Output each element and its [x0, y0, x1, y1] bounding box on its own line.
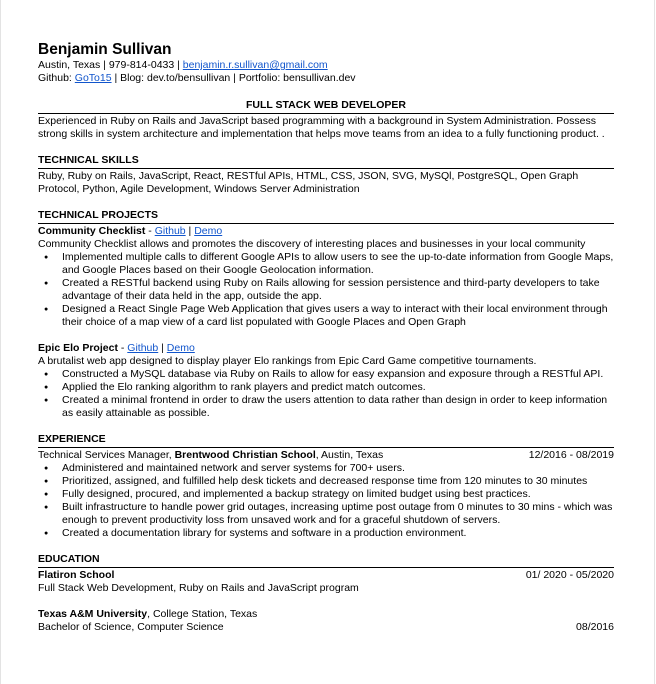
list-item: ● Administered and maintained network and server systems for 700+ users. — [38, 462, 614, 475]
skills-heading: TECHNICAL SKILLS — [38, 154, 139, 166]
education-1-dates: 01/ 2020 - 05/2020 — [525, 569, 614, 581]
list-item: ● Designed a React Single Page Web Application that gives users a way to interact with their local environment through their choice of a map view of a card list populated with Google Places and Open Graph — [38, 303, 614, 329]
skills-text: Ruby, Ruby on Rails, JavaScript, React, RESTful APIs, HTML, CSS, JSON, SVG, MySQl, PostgreSQL, Open Graph Protocol, Python, Agile Development, Windows Server Administration — [38, 170, 579, 195]
education-heading: EDUCATION — [38, 553, 100, 565]
page-edge-right — [654, 0, 655, 684]
project-2-desc: A brutalist web app designed to display player Elo rankings from Epic Card Game competitive tournaments. — [38, 355, 537, 367]
experience-role: Technical Services Manager, — [38, 449, 175, 461]
education-2-line — [38, 608, 614, 621]
project-1-desc: Community Checklist allows and promotes the discovery of interesting places and businesses in your local community — [38, 238, 586, 250]
separator: | — [185, 225, 195, 237]
project-2-demo-link[interactable]: Demo — [166, 342, 195, 354]
project-1 — [38, 225, 614, 329]
education-2-degree: Bachelor of Science, Computer Science — [38, 621, 224, 633]
experience-role-line — [38, 449, 383, 462]
project-1-bullets — [38, 251, 614, 329]
project-2-title-line — [38, 342, 614, 355]
project-2-name: Epic Elo Project — [38, 342, 118, 354]
project-2 — [38, 342, 614, 420]
list-item: ● Fully designed, procured, and implemented a backup strategy on limited budget using best practices. — [38, 488, 614, 501]
divider — [38, 447, 614, 448]
education-2-school: Texas A&M University — [38, 608, 148, 620]
separator: | — [158, 342, 167, 354]
list-item: ● Created a documentation library for systems and software in a production environment. — [38, 527, 614, 540]
list-item: ● Created a minimal frontend in order to draw the users attention to data rather than design in order to keep information as easily attainable as possible. — [38, 394, 614, 420]
email-link[interactable]: benjamin.r.sullivan@gmail.com — [182, 59, 328, 71]
divider — [38, 223, 614, 224]
blog-portfolio: | Blog: dev.to/bensullivan | Portfolio: bensullivan.dev — [111, 72, 356, 84]
github-label: Github: — [38, 72, 75, 84]
separator: - — [117, 342, 128, 354]
project-1-github-link[interactable]: Github — [154, 225, 186, 237]
divider — [38, 168, 614, 169]
list-item: ● Implemented multiple calls to different Google APIs to allow users to see the up-to-date information from Google Maps, and Google Places based on their Google Geolocation information. — [38, 251, 614, 277]
project-2-github-link[interactable]: Github — [127, 342, 159, 354]
github-profile-link[interactable]: GoTo15 — [74, 72, 112, 84]
resume-document[interactable] — [38, 41, 614, 634]
project-1-name: Community Checklist — [38, 225, 146, 237]
education-1-school: Flatiron School — [38, 569, 115, 581]
page-edge-left — [0, 0, 1, 684]
summary: Experienced in Ruby on Rails and JavaScript based programming with a background in System Administration. Possess strong skills in system architecture and implementation that helps move teams from an idea to a fully functioning product. . — [38, 115, 605, 140]
project-1-demo-link[interactable]: Demo — [194, 225, 223, 237]
projects-heading: TECHNICAL PROJECTS — [38, 209, 158, 221]
education-2-date: 08/2016 — [576, 621, 614, 633]
separator: - — [145, 225, 155, 237]
education-2-location: , College Station, Texas — [147, 608, 258, 620]
list-item: ● Applied the Elo ranking algorithm to rank players and predict match outcomes. — [38, 381, 614, 394]
project-1-title-line — [38, 225, 614, 238]
candidate-name: Benjamin Sullivan — [38, 41, 172, 58]
project-2-bullets — [38, 368, 614, 420]
divider — [38, 113, 614, 114]
experience-bullets — [38, 462, 614, 540]
education-1-line — [38, 569, 614, 582]
experience-title-line — [38, 449, 614, 462]
experience-dates: 12/2016 - 08/2019 — [528, 449, 614, 461]
contact-line — [38, 59, 614, 72]
location-phone: Austin, Texas | 979-814-0433 | — [38, 59, 183, 71]
experience-company: Brentwood Christian School — [174, 449, 316, 461]
experience-heading: EXPERIENCE — [38, 433, 106, 445]
divider — [38, 567, 614, 568]
list-item: ● Prioritized, assigned, and fulfilled help desk tickets and decreased response time from 120 minutes to 30 minutes — [38, 475, 614, 488]
list-item: ● Built infrastructure to handle power grid outages, increasing uptime post outage from 0 minutes to 30 mins - which was enough to prevent productivity loss from unsaved work and for a graceful shutdown of servers. — [38, 501, 614, 527]
education-2-degree-line — [38, 621, 614, 634]
experience-location: , Austin, Texas — [315, 449, 384, 461]
links-line — [38, 72, 614, 85]
list-item: ● Created a RESTful backend using Ruby on Rails allowing for session persistence and third-party developers to take advantage of their data held in the app, outside the app. — [38, 277, 614, 303]
list-item: ● Constructed a MySQL database via Ruby on Rails to allow for easy expansion and exposure through a RESTful API. — [38, 368, 614, 381]
job-title: FULL STACK WEB DEVELOPER — [245, 99, 407, 111]
education-1-program: Full Stack Web Development, Ruby on Rails and JavaScript program — [38, 582, 359, 594]
